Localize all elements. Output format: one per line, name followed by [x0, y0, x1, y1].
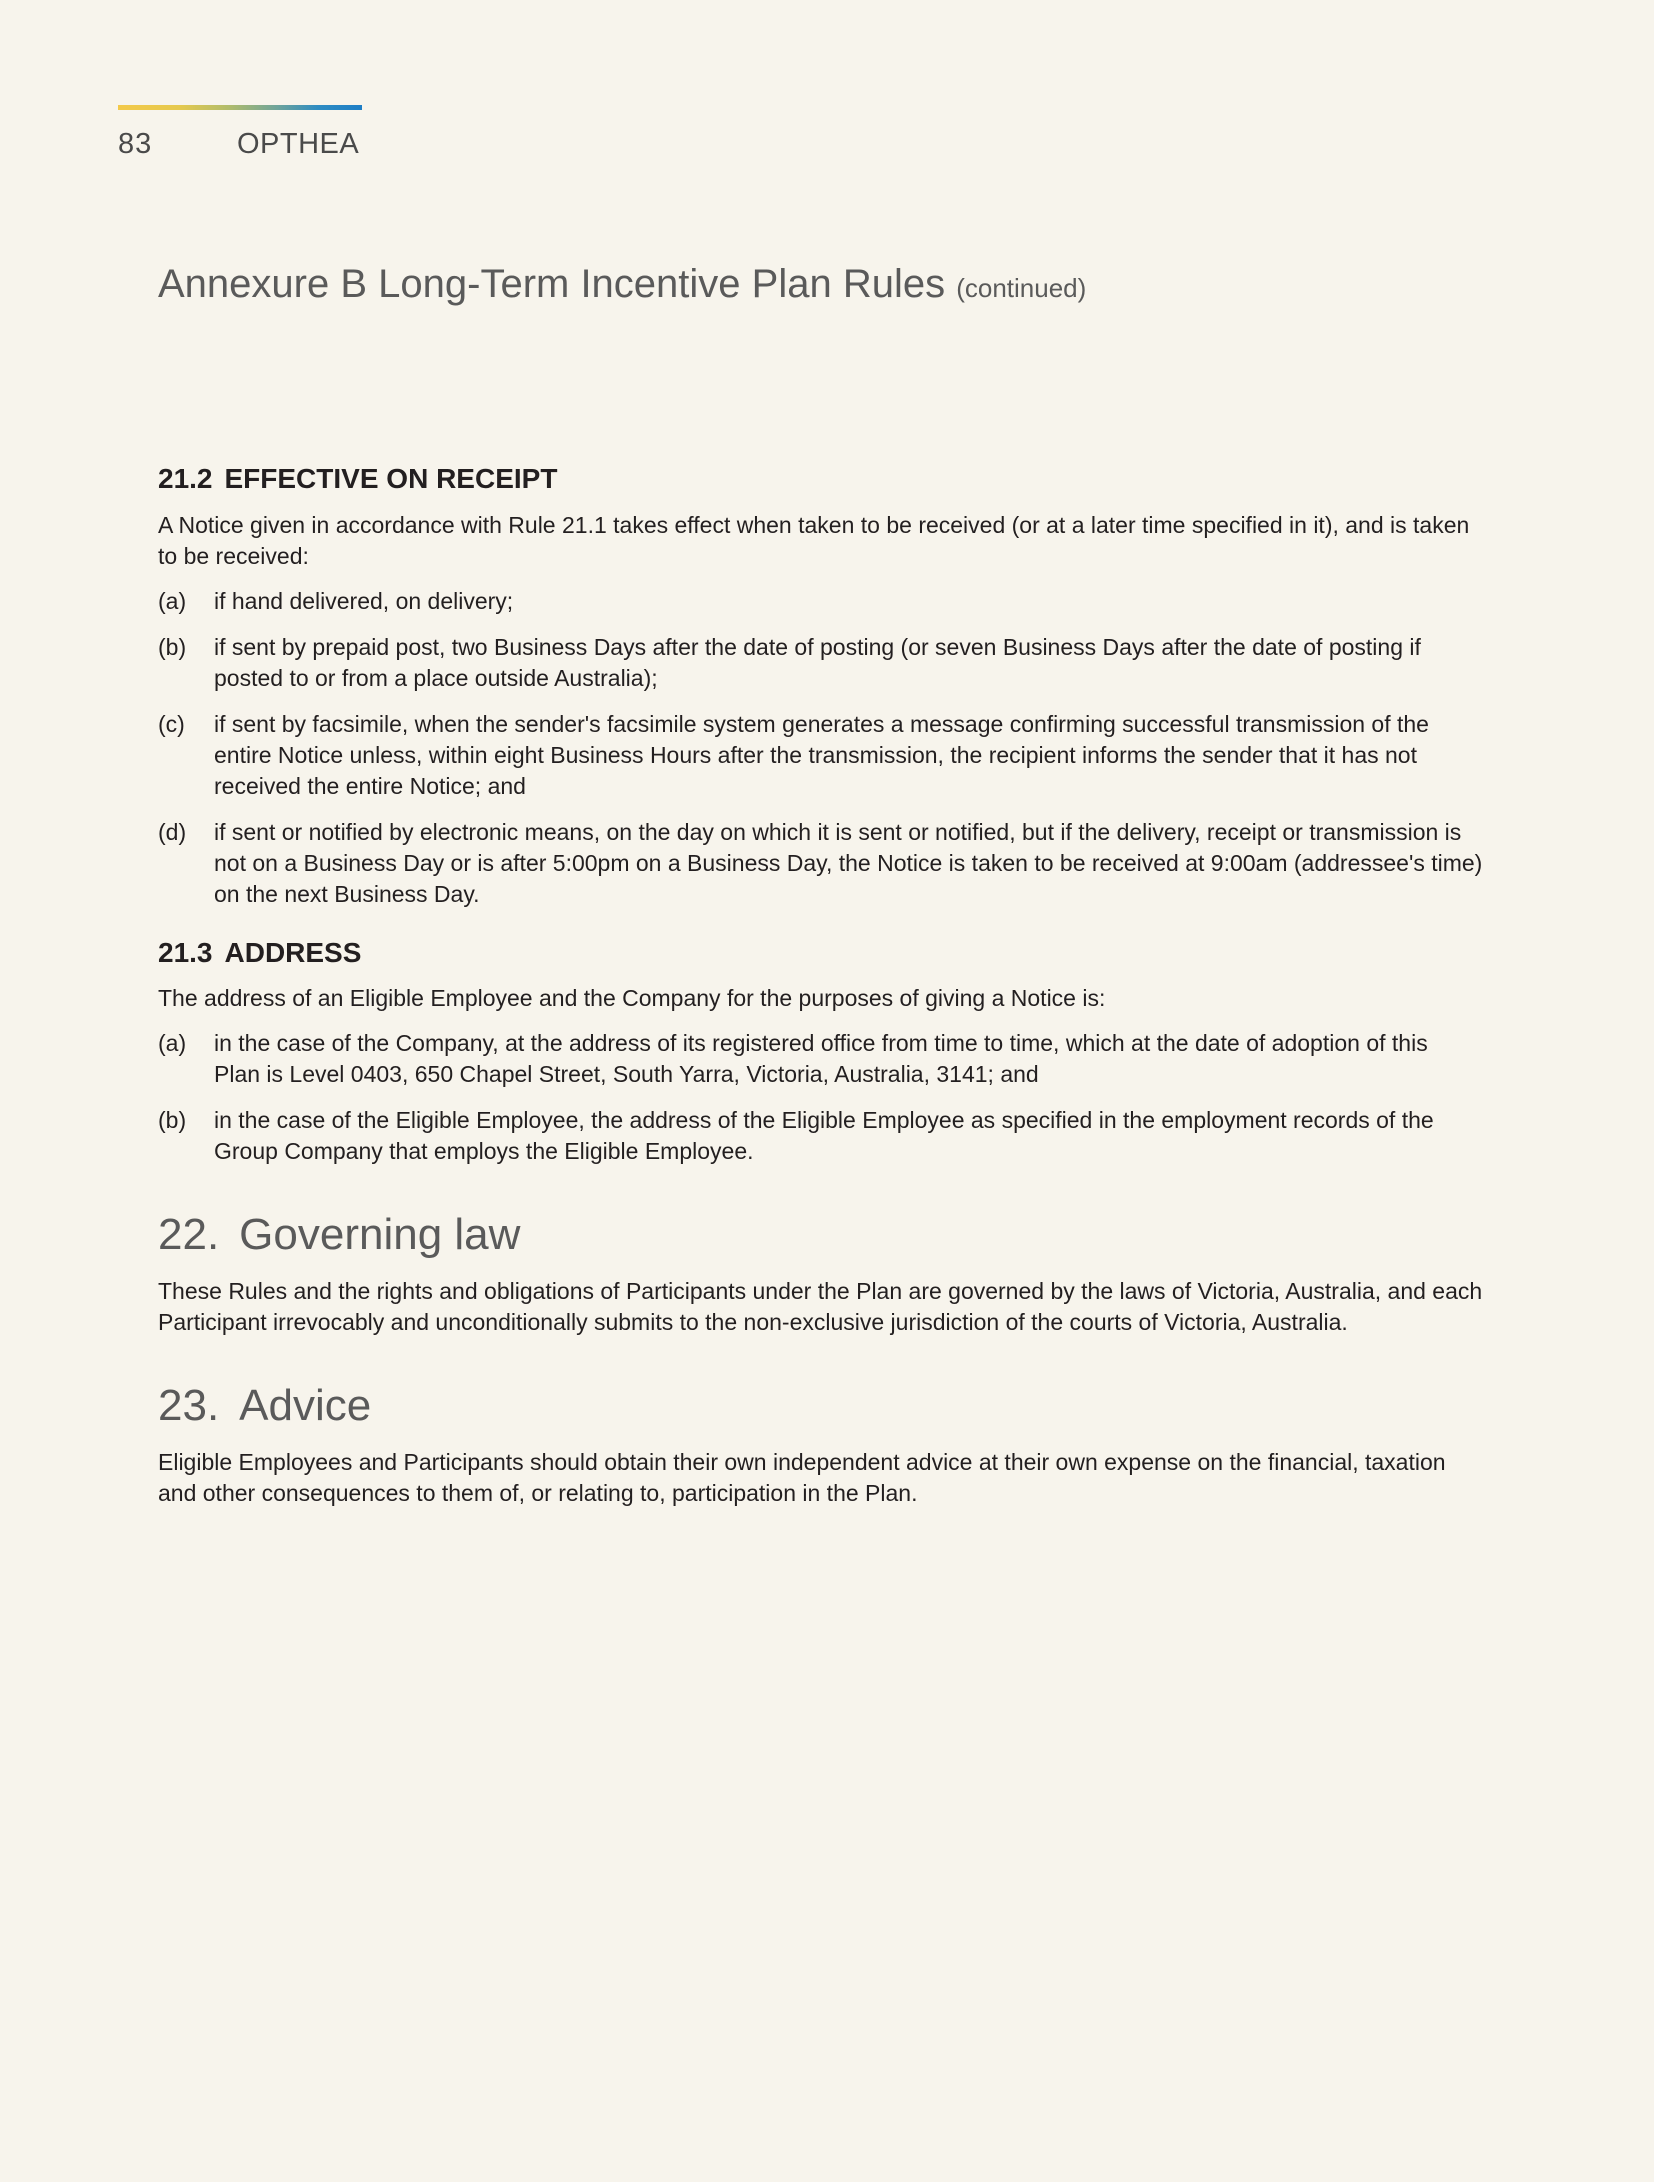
- section-intro: The address of an Eligible Employee and the Company for the purposes of giving a Notice is:: [158, 985, 1106, 1012]
- section-heading-23: [158, 1380, 1488, 1433]
- page-title-main: Annexure B Long-Term Incentive Plan Rules: [158, 262, 946, 306]
- section-heading-21-3: [158, 936, 1488, 970]
- section-number: 22.: [158, 1210, 220, 1260]
- list-marker: (d): [158, 818, 187, 845]
- page-title: [158, 262, 1086, 307]
- list-marker: (c): [158, 710, 185, 737]
- list-item-text: in the case of the Company, at the address of its registered office from time to time, which at the date of adoption of this Plan is Level 0403, 650 Chapel Street, South Yarra, Victoria, Australia, 3141; and: [214, 1030, 1428, 1088]
- section-number: 21.3: [158, 936, 213, 968]
- list-item: [158, 1028, 1488, 1090]
- section-heading-21-2: [158, 462, 1488, 496]
- list-item: [158, 817, 1488, 910]
- section-body: Eligible Employees and Participants should obtain their own independent advice at their own expense on the financial, taxation and other consequences to them of, or relating to, participation in the Plan.: [158, 1448, 1446, 1506]
- section-number: 23.: [158, 1380, 220, 1430]
- list-item-text: in the case of the Eligible Employee, the address of the Eligible Employee as specified in the employment records of the Group Company that employs the Eligible Employee.: [214, 1107, 1434, 1165]
- list-item: [158, 586, 1488, 617]
- list-item-text: if sent or notified by electronic means, on the day on which it is sent or notified, but if the delivery, receipt or transmission is not on a Business Day or is after 5:00pm on a Business Day, the Notice is taken to be received at 9:00am (addressee's time) on the next Business Day.: [214, 818, 1483, 907]
- section-heading-22: [158, 1209, 1488, 1262]
- list-marker: (a): [158, 1030, 187, 1057]
- section-body: These Rules and the rights and obligations of Participants under the Plan are governed by the laws of Victoria, Australia, and each Participant irrevocably and unconditionally submits to the non-exclusive jurisdiction of the courts of Victoria, Australia.: [158, 1277, 1483, 1335]
- section-title: Governing law: [239, 1210, 521, 1260]
- document-body: [158, 462, 1488, 1523]
- section-number: 21.2: [158, 463, 213, 494]
- header-accent-bar: [118, 105, 362, 110]
- section-title: Advice: [239, 1380, 372, 1430]
- list-marker: (b): [158, 1107, 187, 1134]
- section-title: EFFECTIVE ON RECEIPT: [224, 463, 558, 494]
- brand-logo-text: OPTHEA: [237, 128, 360, 160]
- section-intro: A Notice given in accordance with Rule 21.1 takes effect when taken to be received (or at a later time specified in it), and is taken to be received:: [158, 511, 1470, 569]
- list-item-text: if sent by prepaid post, two Business Days after the date of posting (or seven Business Days after the date of posting if posted to or from a place outside Australia);: [214, 633, 1421, 691]
- list-item-text: if hand delivered, on delivery;: [214, 587, 514, 614]
- page-title-sub: (continued): [956, 273, 1087, 303]
- list-marker: (b): [158, 633, 187, 660]
- page-number: 83: [118, 128, 153, 160]
- section-title: ADDRESS: [224, 936, 362, 968]
- list-item: [158, 632, 1488, 694]
- list-item-text: if sent by facsimile, when the sender's facsimile system generates a message confirming successful transmission of the entire Notice unless, within eight Business Hours after the transmission, the recipient informs the sender that it has not received the entire Notice; and: [214, 710, 1429, 799]
- list-item: [158, 1105, 1488, 1167]
- list-item: [158, 709, 1488, 802]
- list-marker: (a): [158, 587, 187, 614]
